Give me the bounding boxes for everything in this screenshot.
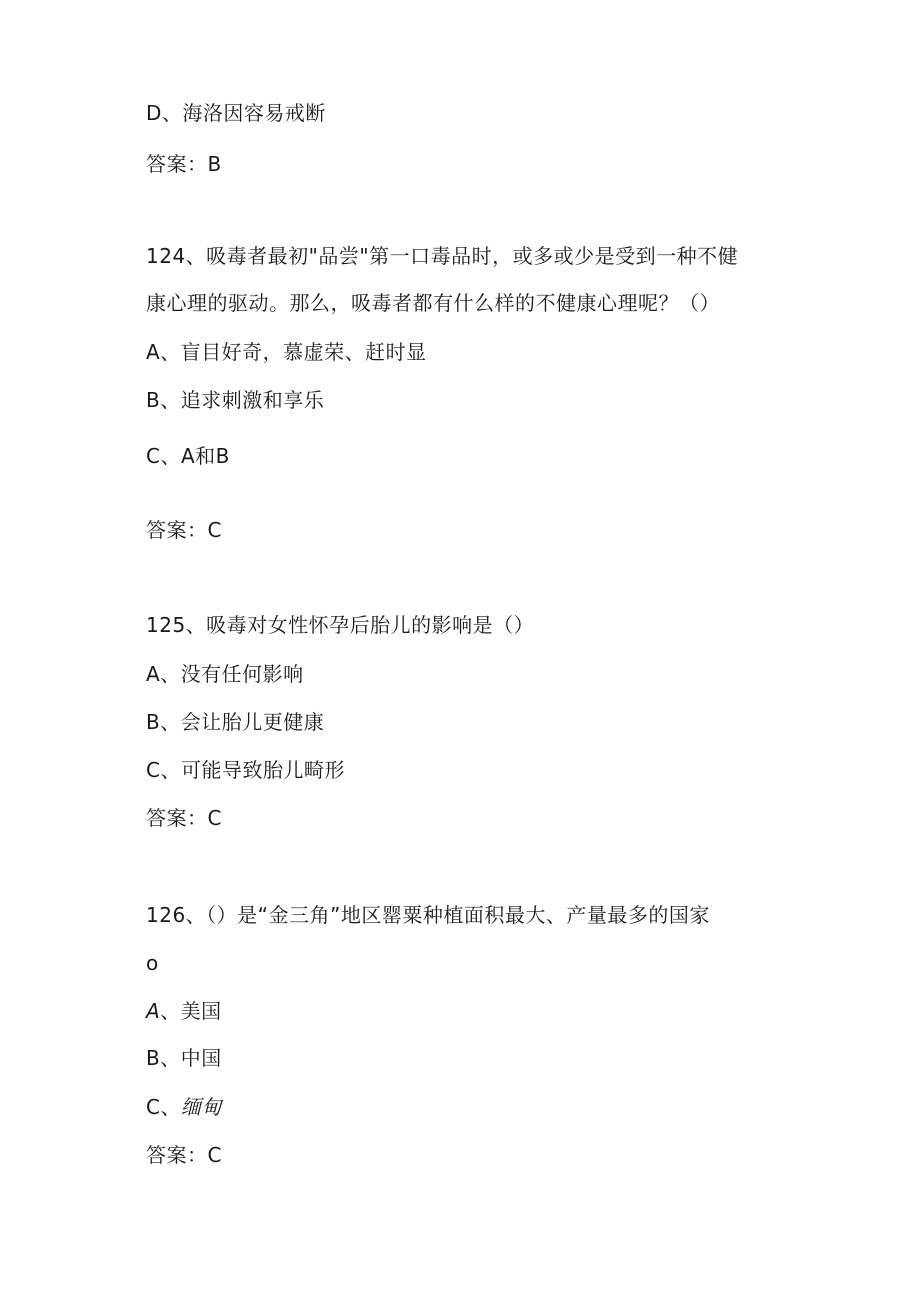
q125-stem: 125、吸毒对女性怀孕后胎儿的影响是（） (146, 613, 535, 637)
q126-stem-line2: o (146, 951, 159, 975)
q124-option-b: B、追求刺激和享乐 (146, 388, 325, 412)
q126-option-a-letter: A (146, 999, 161, 1023)
q126-stem-line1: 126、（）是“金三角”地区罂粟种植面积最大、产量最多的国家 (146, 903, 710, 927)
q126-option-c-prefix: C、 (146, 1095, 181, 1119)
q124-option-c: C、A和B (146, 444, 230, 468)
q126-option-c (146, 1094, 222, 1120)
q124-stem-line1: 124、吸毒者最初"品尝"第一口毒品时，或多或少是受到一种不健 (146, 244, 739, 268)
q126-option-a (146, 998, 222, 1024)
q123-option-d: D、海洛因容易戒断 (146, 101, 326, 125)
q124-answer: 答案：C (146, 518, 222, 542)
q124-stem-line2: 康心理的驱动。那么，吸毒者都有什么样的不健康心理呢？（） (146, 291, 720, 315)
q125-option-b: B、会让胎儿更健康 (146, 710, 325, 734)
q126-option-b: B、中国 (146, 1046, 222, 1070)
q126-option-c-text: 缅甸 (180, 1095, 222, 1119)
q125-option-c: C、可能导致胎儿畸形 (146, 758, 345, 782)
q125-option-a: A、没有任何影响 (146, 662, 304, 686)
q126-option-a-text: 、美国 (160, 999, 222, 1023)
q126-answer: 答案：C (146, 1143, 222, 1167)
q125-answer: 答案：C (146, 806, 222, 830)
q124-option-a: A、盲目好奇，慕虚荣、赶时显 (146, 340, 427, 364)
q123-answer: 答案：B (146, 152, 222, 176)
